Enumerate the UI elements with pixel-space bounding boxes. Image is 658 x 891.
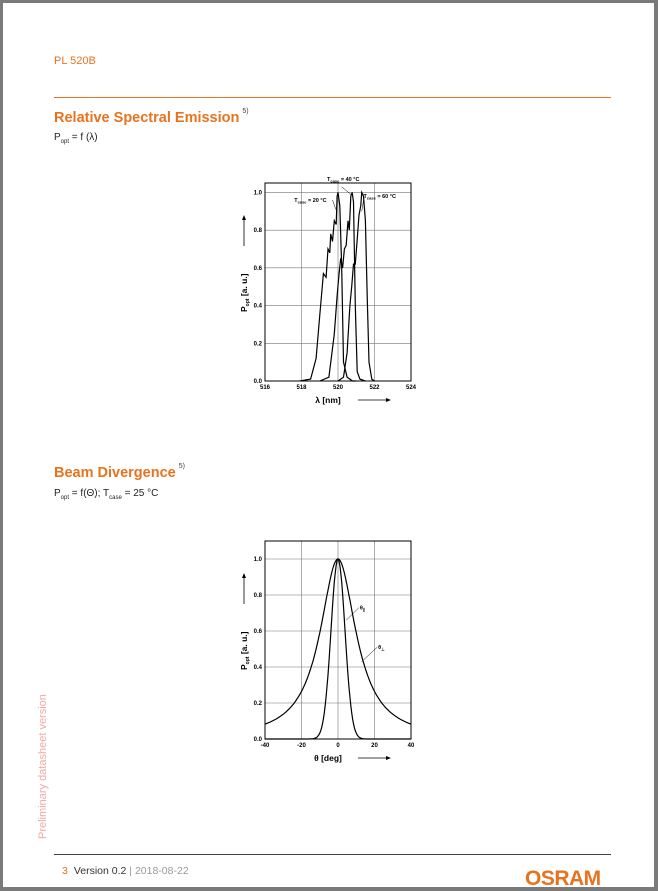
- formula-spectral: [54, 132, 98, 145]
- y-axis-label: [239, 273, 251, 312]
- beam-divergence-chart: [229, 533, 429, 768]
- y-tick-label: 0.8: [253, 228, 262, 235]
- x-tick-label: 524: [405, 385, 417, 391]
- revision-date: 2018-08-22: [134, 865, 189, 877]
- annotation-pointer: [342, 187, 351, 195]
- x-axis-label: θ [deg]: [314, 753, 342, 763]
- x-tick-label: 20: [371, 743, 378, 749]
- page-number: 3: [62, 865, 68, 877]
- footnote-ref: 5): [242, 108, 249, 116]
- x-tick-label: 520: [332, 385, 344, 391]
- y-tick-label: 1.0: [253, 190, 262, 197]
- y-axis-label-text: $P_{opt}$ [a. u.]: [239, 273, 251, 312]
- version-label: Version 0.2: [73, 865, 127, 877]
- x-tick-label: 522: [369, 385, 380, 391]
- y-tick-label: 0.2: [253, 701, 262, 707]
- formula-subscript: opt: [60, 495, 70, 501]
- formula-beam: [54, 488, 158, 501]
- formula-subscript: case: [109, 495, 122, 501]
- formula-symbol: P: [54, 132, 61, 143]
- x-tick-label: -40: [260, 743, 270, 749]
- x-tick-label: 0: [336, 743, 340, 749]
- y-tick-label: 0.4: [253, 665, 262, 671]
- y-tick-label: 0.8: [253, 593, 262, 599]
- section-title-spectral: [54, 110, 249, 126]
- y-tick-label: 0.0: [253, 737, 262, 743]
- osram-logo: OSRAM: [525, 867, 601, 890]
- formula-rest: = 25 °C: [121, 488, 159, 499]
- datasheet-page: [3, 3, 654, 890]
- x-axis-label: λ [nm]: [315, 395, 341, 405]
- x-tick-label: -20: [297, 743, 306, 749]
- section-title-text: Relative Spectral Emission: [54, 110, 240, 126]
- formula-symbol: P: [54, 488, 61, 499]
- product-name: PL 520B: [54, 55, 96, 67]
- y-tick-label: 0.0: [253, 379, 262, 385]
- y-tick-label: 0.6: [253, 265, 262, 272]
- annotation-theta-parallel: $\theta_\parallel$: [359, 605, 365, 612]
- footer-separator: |: [126, 865, 135, 877]
- x-tick-label: 40: [407, 743, 415, 749]
- annotation-tcase-60: $T_{case} = 60$ °C: [363, 194, 396, 201]
- annotation-pointer: [333, 200, 336, 209]
- annotation-pointer: [346, 608, 359, 621]
- y-tick-label: 0.2: [253, 341, 262, 348]
- x-tick-label: 516: [259, 385, 271, 391]
- annotation-pointer: [362, 647, 378, 661]
- formula-rest: = f (λ): [69, 132, 98, 143]
- x-axis-arrowhead: [386, 398, 391, 402]
- y-axis-label-text: $P_{opt}$ [a. u.]: [239, 631, 251, 670]
- x-tick-label: 518: [296, 385, 307, 391]
- section-title-text: Beam Divergence: [54, 465, 176, 481]
- spectral-emission-chart: [229, 175, 429, 410]
- y-axis-arrowhead: [242, 573, 246, 578]
- formula-rest: = f(Θ); T: [69, 488, 110, 499]
- annotation-tcase-20: $T_{case} = 20$ °C: [294, 197, 327, 205]
- y-axis-arrowhead: [242, 215, 246, 220]
- x-axis-arrowhead: [386, 756, 391, 760]
- formula-subscript: opt: [60, 139, 70, 145]
- y-tick-label: 0.4: [253, 303, 262, 310]
- footer-divider: [54, 854, 611, 855]
- section-title-beam: [54, 465, 185, 481]
- annotation-tcase-40: $T_{case} = 40$ °C: [327, 177, 360, 184]
- annotation-theta-perp: $\theta_\perp$: [378, 645, 385, 652]
- footer: [62, 865, 189, 877]
- header-divider: [54, 97, 611, 98]
- y-axis-label: [239, 631, 251, 670]
- footnote-ref: 5): [178, 463, 185, 471]
- y-tick-label: 1.0: [253, 557, 262, 563]
- preliminary-watermark: Preliminary datasheet version: [37, 694, 49, 839]
- y-tick-label: 0.6: [253, 629, 262, 635]
